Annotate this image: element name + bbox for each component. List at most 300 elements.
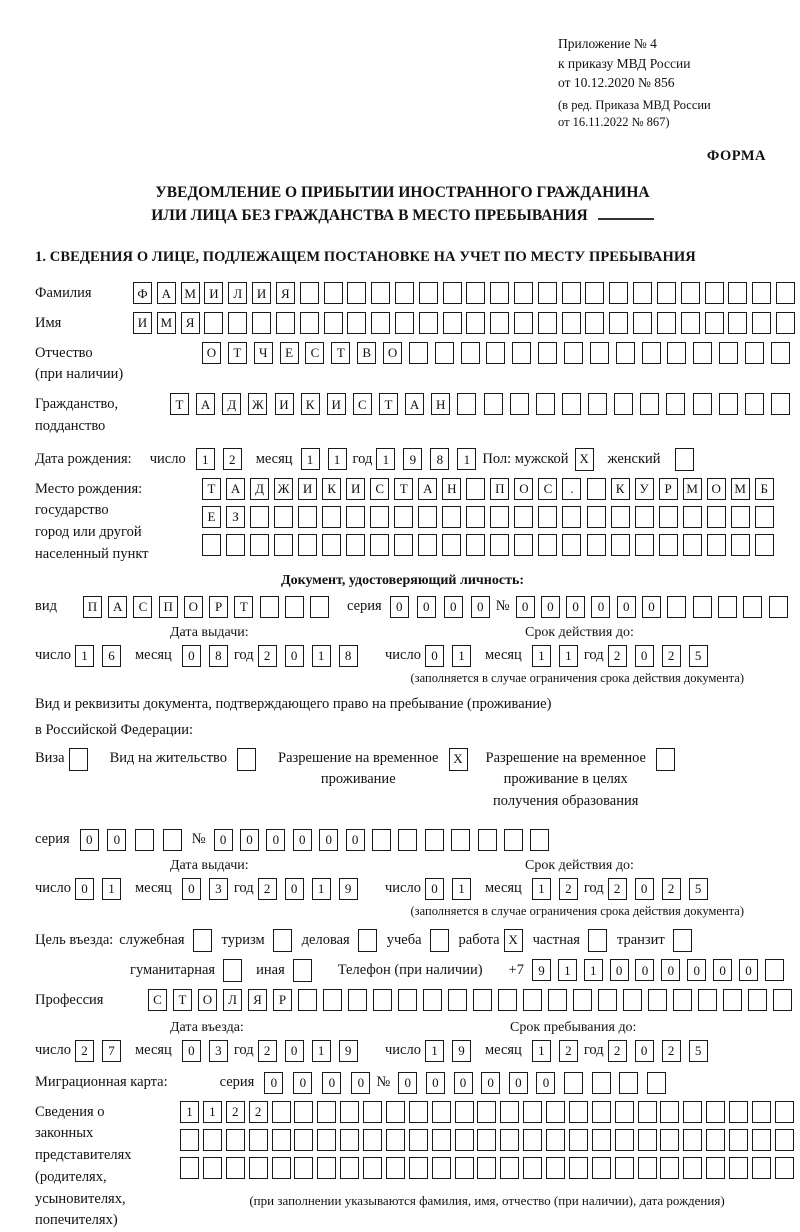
char-box[interactable] <box>562 506 581 528</box>
surname-input[interactable] <box>133 282 795 304</box>
char-box[interactable] <box>681 282 700 304</box>
char-box[interactable]: Е <box>280 342 299 364</box>
char-box[interactable]: О <box>514 478 533 500</box>
char-box[interactable] <box>683 534 702 556</box>
char-box[interactable] <box>324 282 343 304</box>
char-box[interactable] <box>765 959 784 981</box>
char-box[interactable] <box>562 282 581 304</box>
char-box[interactable] <box>693 596 712 618</box>
char-box[interactable]: 9 <box>339 878 358 900</box>
purpose-business-checkbox[interactable] <box>358 929 377 952</box>
char-box[interactable] <box>698 989 717 1011</box>
char-box[interactable]: 0 <box>739 959 758 981</box>
char-box[interactable]: К <box>301 393 320 415</box>
char-box[interactable]: Ч <box>254 342 273 364</box>
char-box[interactable] <box>657 312 676 334</box>
doc-expiry-month-input[interactable] <box>532 645 578 667</box>
char-box[interactable] <box>681 312 700 334</box>
char-box[interactable]: П <box>159 596 178 618</box>
doc-issue-month-input[interactable] <box>182 645 228 667</box>
res-series-input[interactable] <box>80 829 182 851</box>
res-issue-day-input[interactable] <box>75 878 121 900</box>
char-box[interactable] <box>394 506 413 528</box>
birth-day-input[interactable] <box>196 448 242 470</box>
temp-residence-checkbox[interactable]: X <box>449 748 468 771</box>
char-box[interactable] <box>693 393 712 415</box>
char-box[interactable]: 0 <box>687 959 706 981</box>
profession-input[interactable] <box>148 989 792 1011</box>
char-box[interactable] <box>666 393 685 415</box>
phone-input[interactable] <box>532 959 784 981</box>
char-box[interactable] <box>611 506 630 528</box>
char-box[interactable] <box>272 1157 291 1179</box>
char-box[interactable]: 1 <box>425 1040 444 1062</box>
char-box[interactable]: И <box>252 282 271 304</box>
char-box[interactable]: И <box>298 478 317 500</box>
char-box[interactable] <box>616 342 635 364</box>
char-box[interactable]: 1 <box>558 959 577 981</box>
char-box[interactable] <box>562 393 581 415</box>
purpose-other-checkbox[interactable] <box>293 959 312 982</box>
char-box[interactable] <box>657 282 676 304</box>
char-box[interactable]: 1 <box>452 645 471 667</box>
char-box[interactable] <box>490 506 509 528</box>
char-box[interactable] <box>728 282 747 304</box>
char-box[interactable] <box>276 312 295 334</box>
char-box[interactable] <box>490 312 509 334</box>
char-box[interactable] <box>322 506 341 528</box>
char-box[interactable] <box>300 282 319 304</box>
char-box[interactable] <box>743 596 762 618</box>
char-box[interactable] <box>484 393 503 415</box>
char-box[interactable] <box>775 1101 794 1123</box>
char-box[interactable] <box>748 989 767 1011</box>
char-box[interactable] <box>660 1157 679 1179</box>
char-box[interactable] <box>386 1157 405 1179</box>
char-box[interactable] <box>536 393 555 415</box>
char-box[interactable]: 0 <box>417 596 436 618</box>
char-box[interactable] <box>562 312 581 334</box>
char-box[interactable]: 2 <box>662 645 681 667</box>
char-box[interactable] <box>363 1101 382 1123</box>
char-box[interactable]: Т <box>394 478 413 500</box>
char-box[interactable] <box>546 1101 565 1123</box>
citizenship-input[interactable] <box>170 393 790 415</box>
char-box[interactable] <box>587 506 606 528</box>
char-box[interactable] <box>706 1101 725 1123</box>
char-box[interactable]: 2 <box>226 1101 245 1123</box>
char-box[interactable] <box>638 1129 657 1151</box>
char-box[interactable]: 1 <box>559 645 578 667</box>
char-box[interactable] <box>569 1129 588 1151</box>
char-box[interactable] <box>564 1072 583 1094</box>
char-box[interactable] <box>729 1101 748 1123</box>
char-box[interactable] <box>683 1157 702 1179</box>
char-box[interactable] <box>569 1157 588 1179</box>
res-issue-month-input[interactable] <box>182 878 228 900</box>
stay-year-input[interactable] <box>608 1040 708 1062</box>
char-box[interactable]: 0 <box>536 1072 555 1094</box>
doc-series-input[interactable] <box>390 596 490 618</box>
char-box[interactable] <box>490 534 509 556</box>
char-box[interactable] <box>135 829 154 851</box>
purpose-transit-checkbox[interactable] <box>673 929 692 952</box>
char-box[interactable]: 0 <box>182 878 201 900</box>
char-box[interactable] <box>425 829 444 851</box>
char-box[interactable]: 0 <box>285 1040 304 1062</box>
char-box[interactable]: 2 <box>249 1101 268 1123</box>
char-box[interactable]: 6 <box>102 645 121 667</box>
char-box[interactable]: О <box>198 989 217 1011</box>
char-box[interactable]: 1 <box>452 878 471 900</box>
char-box[interactable]: А <box>157 282 176 304</box>
char-box[interactable] <box>347 282 366 304</box>
char-box[interactable] <box>500 1129 519 1151</box>
char-box[interactable] <box>611 534 630 556</box>
char-box[interactable] <box>573 989 592 1011</box>
char-box[interactable]: И <box>275 393 294 415</box>
char-box[interactable] <box>226 534 245 556</box>
char-box[interactable]: М <box>731 478 750 500</box>
char-box[interactable] <box>346 506 365 528</box>
char-box[interactable]: А <box>226 478 245 500</box>
char-box[interactable] <box>317 1157 336 1179</box>
char-box[interactable] <box>409 1129 428 1151</box>
char-box[interactable] <box>163 829 182 851</box>
migration-series-input[interactable] <box>264 1072 370 1094</box>
char-box[interactable] <box>642 342 661 364</box>
char-box[interactable]: 0 <box>635 959 654 981</box>
char-box[interactable] <box>633 312 652 334</box>
char-box[interactable]: М <box>181 282 200 304</box>
char-box[interactable]: И <box>327 393 346 415</box>
char-box[interactable] <box>394 534 413 556</box>
char-box[interactable] <box>538 282 557 304</box>
char-box[interactable]: Я <box>276 282 295 304</box>
char-box[interactable] <box>180 1129 199 1151</box>
char-box[interactable]: М <box>157 312 176 334</box>
char-box[interactable] <box>705 282 724 304</box>
char-box[interactable] <box>523 1129 542 1151</box>
char-box[interactable] <box>775 1157 794 1179</box>
char-box[interactable] <box>443 312 462 334</box>
char-box[interactable] <box>478 829 497 851</box>
char-box[interactable]: 1 <box>312 645 331 667</box>
char-box[interactable]: 0 <box>182 645 201 667</box>
char-box[interactable] <box>340 1101 359 1123</box>
char-box[interactable]: 2 <box>608 645 627 667</box>
char-box[interactable]: 1 <box>584 959 603 981</box>
char-box[interactable]: 1 <box>301 448 320 470</box>
char-box[interactable]: 0 <box>454 1072 473 1094</box>
char-box[interactable]: 0 <box>617 596 636 618</box>
char-box[interactable]: В <box>357 342 376 364</box>
purpose-tourism-checkbox[interactable] <box>273 929 292 952</box>
char-box[interactable]: 1 <box>457 448 476 470</box>
char-box[interactable] <box>310 596 329 618</box>
char-box[interactable] <box>609 282 628 304</box>
char-box[interactable]: 2 <box>608 1040 627 1062</box>
char-box[interactable] <box>614 393 633 415</box>
char-box[interactable] <box>638 1157 657 1179</box>
char-box[interactable] <box>294 1129 313 1151</box>
char-box[interactable]: Ж <box>248 393 267 415</box>
char-box[interactable]: Р <box>659 478 678 500</box>
char-box[interactable]: 9 <box>452 1040 471 1062</box>
representatives-row1-input[interactable] <box>180 1101 794 1123</box>
char-box[interactable] <box>180 1157 199 1179</box>
char-box[interactable] <box>633 282 652 304</box>
char-box[interactable] <box>745 342 764 364</box>
char-box[interactable] <box>530 829 549 851</box>
doc-expiry-day-input[interactable] <box>425 645 471 667</box>
char-box[interactable]: С <box>538 478 557 500</box>
doc-issue-day-input[interactable] <box>75 645 121 667</box>
char-box[interactable]: С <box>305 342 324 364</box>
entry-month-input[interactable] <box>182 1040 228 1062</box>
char-box[interactable] <box>546 1157 565 1179</box>
char-box[interactable] <box>432 1129 451 1151</box>
char-box[interactable]: 2 <box>258 1040 277 1062</box>
char-box[interactable] <box>477 1101 496 1123</box>
char-box[interactable]: 0 <box>293 829 312 851</box>
doc-issue-year-input[interactable] <box>258 645 358 667</box>
char-box[interactable]: 0 <box>322 1072 341 1094</box>
birth-month-input[interactable] <box>301 448 347 470</box>
char-box[interactable] <box>323 989 342 1011</box>
char-box[interactable]: Я <box>181 312 200 334</box>
char-box[interactable] <box>752 1101 771 1123</box>
char-box[interactable]: 9 <box>403 448 422 470</box>
char-box[interactable] <box>298 506 317 528</box>
char-box[interactable]: 1 <box>203 1101 222 1123</box>
char-box[interactable]: 0 <box>240 829 259 851</box>
char-box[interactable]: 1 <box>75 645 94 667</box>
birth-place-row2-input[interactable] <box>202 506 774 528</box>
char-box[interactable]: 5 <box>689 1040 708 1062</box>
char-box[interactable] <box>252 312 271 334</box>
char-box[interactable] <box>466 478 485 500</box>
char-box[interactable]: 0 <box>481 1072 500 1094</box>
char-box[interactable]: 0 <box>642 596 661 618</box>
char-box[interactable]: К <box>611 478 630 500</box>
char-box[interactable]: 5 <box>689 878 708 900</box>
char-box[interactable] <box>340 1129 359 1151</box>
char-box[interactable]: 2 <box>559 878 578 900</box>
char-box[interactable]: С <box>133 596 152 618</box>
char-box[interactable] <box>398 989 417 1011</box>
char-box[interactable]: 0 <box>635 878 654 900</box>
char-box[interactable] <box>272 1129 291 1151</box>
char-box[interactable]: Н <box>442 478 461 500</box>
char-box[interactable] <box>250 506 269 528</box>
char-box[interactable] <box>249 1157 268 1179</box>
char-box[interactable]: 3 <box>209 878 228 900</box>
char-box[interactable]: 0 <box>471 596 490 618</box>
char-box[interactable]: 1 <box>196 448 215 470</box>
residence-permit-checkbox[interactable] <box>237 748 256 771</box>
char-box[interactable] <box>775 1129 794 1151</box>
char-box[interactable] <box>226 1157 245 1179</box>
char-box[interactable] <box>752 1157 771 1179</box>
char-box[interactable]: 8 <box>430 448 449 470</box>
char-box[interactable]: С <box>148 989 167 1011</box>
char-box[interactable] <box>386 1129 405 1151</box>
char-box[interactable] <box>592 1072 611 1094</box>
char-box[interactable]: 0 <box>426 1072 445 1094</box>
char-box[interactable] <box>477 1129 496 1151</box>
char-box[interactable] <box>752 282 771 304</box>
char-box[interactable] <box>564 342 583 364</box>
char-box[interactable]: 2 <box>258 645 277 667</box>
char-box[interactable] <box>776 282 795 304</box>
char-box[interactable]: 0 <box>285 878 304 900</box>
char-box[interactable]: 1 <box>102 878 121 900</box>
char-box[interactable] <box>346 534 365 556</box>
char-box[interactable] <box>719 393 738 415</box>
char-box[interactable]: С <box>370 478 389 500</box>
res-number-input[interactable] <box>214 829 550 851</box>
char-box[interactable]: 0 <box>390 596 409 618</box>
char-box[interactable]: Ф <box>133 282 152 304</box>
char-box[interactable]: 1 <box>180 1101 199 1123</box>
char-box[interactable]: 2 <box>608 878 627 900</box>
given-name-input[interactable] <box>133 312 795 334</box>
char-box[interactable] <box>598 989 617 1011</box>
char-box[interactable]: Т <box>379 393 398 415</box>
char-box[interactable] <box>395 282 414 304</box>
patronymic-input[interactable] <box>202 342 790 364</box>
char-box[interactable]: О <box>202 342 221 364</box>
char-box[interactable] <box>585 282 604 304</box>
char-box[interactable] <box>773 989 792 1011</box>
char-box[interactable] <box>523 1157 542 1179</box>
char-box[interactable] <box>285 596 304 618</box>
char-box[interactable] <box>623 989 642 1011</box>
char-box[interactable] <box>372 829 391 851</box>
char-box[interactable] <box>619 1072 638 1094</box>
char-box[interactable] <box>322 534 341 556</box>
sex-female-checkbox[interactable] <box>675 448 694 471</box>
migration-number-input[interactable] <box>398 1072 666 1094</box>
entry-day-input[interactable] <box>75 1040 121 1062</box>
char-box[interactable] <box>466 534 485 556</box>
char-box[interactable] <box>590 342 609 364</box>
char-box[interactable] <box>466 282 485 304</box>
char-box[interactable]: 8 <box>209 645 228 667</box>
purpose-work-checkbox[interactable]: X <box>504 929 523 952</box>
char-box[interactable]: А <box>418 478 437 500</box>
char-box[interactable]: 0 <box>516 596 535 618</box>
char-box[interactable] <box>466 312 485 334</box>
representatives-row3-input[interactable] <box>180 1157 794 1179</box>
char-box[interactable] <box>569 1101 588 1123</box>
char-box[interactable]: 1 <box>532 1040 551 1062</box>
char-box[interactable] <box>592 1157 611 1179</box>
char-box[interactable]: Т <box>170 393 189 415</box>
char-box[interactable]: Д <box>250 478 269 500</box>
char-box[interactable] <box>538 312 557 334</box>
char-box[interactable]: 0 <box>425 878 444 900</box>
char-box[interactable] <box>635 506 654 528</box>
char-box[interactable]: П <box>490 478 509 500</box>
char-box[interactable] <box>609 312 628 334</box>
char-box[interactable] <box>340 1157 359 1179</box>
char-box[interactable]: 0 <box>425 645 444 667</box>
char-box[interactable] <box>729 1129 748 1151</box>
char-box[interactable] <box>294 1157 313 1179</box>
char-box[interactable] <box>347 312 366 334</box>
char-box[interactable] <box>409 1157 428 1179</box>
char-box[interactable]: 3 <box>209 1040 228 1062</box>
char-box[interactable] <box>771 393 790 415</box>
char-box[interactable]: И <box>346 478 365 500</box>
char-box[interactable] <box>461 342 480 364</box>
char-box[interactable] <box>752 1129 771 1151</box>
char-box[interactable]: Т <box>234 596 253 618</box>
char-box[interactable] <box>298 989 317 1011</box>
char-box[interactable] <box>510 393 529 415</box>
char-box[interactable] <box>373 989 392 1011</box>
char-box[interactable] <box>409 342 428 364</box>
char-box[interactable] <box>615 1157 634 1179</box>
char-box[interactable] <box>648 989 667 1011</box>
char-box[interactable] <box>635 534 654 556</box>
char-box[interactable] <box>371 282 390 304</box>
char-box[interactable] <box>298 534 317 556</box>
char-box[interactable]: Е <box>202 506 221 528</box>
char-box[interactable] <box>592 1101 611 1123</box>
char-box[interactable] <box>706 1157 725 1179</box>
char-box[interactable] <box>202 534 221 556</box>
char-box[interactable]: У <box>635 478 654 500</box>
char-box[interactable]: 9 <box>532 959 551 981</box>
representatives-row2-input[interactable] <box>180 1129 794 1151</box>
char-box[interactable] <box>442 506 461 528</box>
char-box[interactable]: 1 <box>312 1040 331 1062</box>
char-box[interactable] <box>418 534 437 556</box>
char-box[interactable] <box>752 312 771 334</box>
temp-residence-education-checkbox[interactable] <box>656 748 675 771</box>
char-box[interactable] <box>451 829 470 851</box>
char-box[interactable] <box>442 534 461 556</box>
char-box[interactable]: Б <box>755 478 774 500</box>
char-box[interactable]: 2 <box>662 878 681 900</box>
char-box[interactable] <box>523 989 542 1011</box>
char-box[interactable]: 0 <box>509 1072 528 1094</box>
char-box[interactable] <box>659 534 678 556</box>
char-box[interactable] <box>523 1101 542 1123</box>
res-expiry-month-input[interactable] <box>532 878 578 900</box>
char-box[interactable] <box>514 506 533 528</box>
char-box[interactable] <box>228 312 247 334</box>
char-box[interactable] <box>755 534 774 556</box>
char-box[interactable]: Ж <box>274 478 293 500</box>
char-box[interactable] <box>683 1101 702 1123</box>
doc-number-input[interactable] <box>516 596 788 618</box>
purpose-private-checkbox[interactable] <box>588 929 607 952</box>
char-box[interactable] <box>514 534 533 556</box>
char-box[interactable] <box>504 829 523 851</box>
char-box[interactable] <box>538 534 557 556</box>
char-box[interactable] <box>498 989 517 1011</box>
purpose-study-checkbox[interactable] <box>430 929 449 952</box>
char-box[interactable]: 1 <box>532 645 551 667</box>
char-box[interactable] <box>729 1157 748 1179</box>
char-box[interactable]: А <box>405 393 424 415</box>
char-box[interactable]: 2 <box>258 878 277 900</box>
char-box[interactable] <box>659 506 678 528</box>
